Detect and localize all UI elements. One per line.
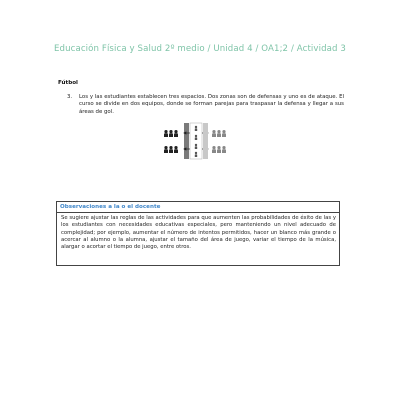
- notes-title: Observaciones a la o el docente: [60, 204, 161, 210]
- teacher-notes-box: [56, 201, 340, 266]
- section-label: Fútbol: [58, 80, 78, 86]
- notes-divider: [57, 212, 339, 213]
- activity-item: [67, 94, 344, 116]
- notes-body: Se sugiere ajustar las reglas de las actividades para que aumenten las probabilidades de éxito de las y los estudiantes con necesidades educativas especiales, pero manteniendo un nivel adecuado de complejidad; por ejemplo, aumentar el número de intentos permitidos, hacer un blanco más grande o acercar al alumno o la alumna, ajustar el tamaño del área de juego, variar el tiempo de la música, alargar o acortar el tiempo de juego, entre otros.: [61, 215, 336, 251]
- team-right-players: [212, 130, 226, 153]
- defense-zone-right: [203, 123, 208, 159]
- activity-description: Los y las estudiantes establecen tres espacios. Dos zonas son de defensas y uno es de ataque. El curso se divide en dos equipos, donde se forman parejas para traspasar la defensa y llegar a sus áreas de gol.: [79, 94, 344, 115]
- activity-number: 3.: [67, 94, 73, 100]
- team-players-diagram-icon: [160, 121, 240, 161]
- team-left-players: [164, 130, 178, 153]
- page-header-title: Educación Física y Salud 2º medio / Unidad 4 / OA1;2 / Actividad 3: [54, 44, 346, 54]
- defense-zone-left: [184, 123, 189, 159]
